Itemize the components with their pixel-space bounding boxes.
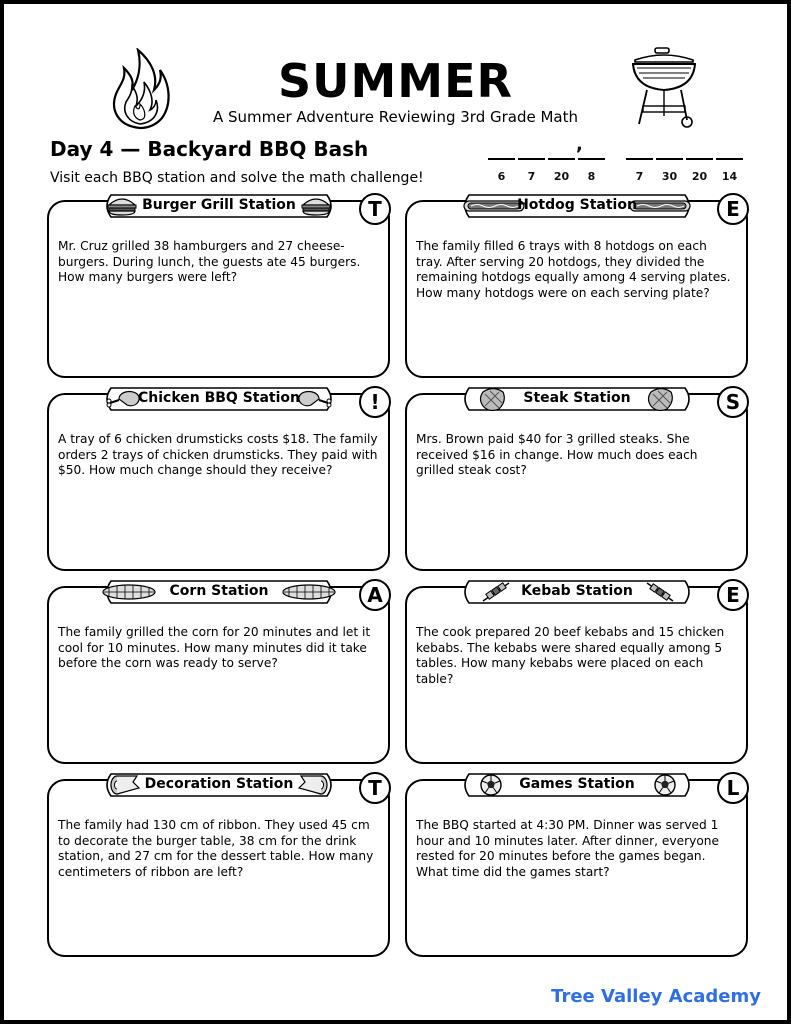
station-name: Burger Grill Station — [142, 197, 296, 213]
station-header — [459, 579, 695, 605]
station-card-kebab — [405, 583, 748, 764]
code-number: 7 — [527, 170, 536, 183]
word-problem: The family grilled the corn for 20 minutes and let it cool for 10 minutes. How many minutes did it take before the corn was ready to serve? — [58, 625, 371, 671]
secret-code-answer — [488, 134, 752, 188]
station-name: Steak Station — [523, 390, 631, 406]
station-name: Hotdog Station — [517, 197, 637, 213]
station-card-decoration — [47, 776, 390, 957]
word-problem: The BBQ started at 4:30 PM. Dinner was served 1 hour and 10 minutes later. After dinner, everyone rested for 20 minutes before the games began. What time did the games start? — [416, 818, 720, 879]
day-title: Day 4 — Backyard BBQ Bash — [50, 137, 369, 161]
code-number: 20 — [553, 170, 570, 183]
station-header — [459, 386, 695, 412]
code-comma: , — [576, 134, 583, 155]
page-title: SUMMER — [278, 54, 513, 108]
station-card-burger — [47, 197, 390, 378]
code-number: 8 — [587, 170, 596, 183]
station-card-corn — [47, 583, 390, 764]
code-number: 20 — [691, 170, 708, 183]
code-blank[interactable] — [488, 158, 515, 160]
code-letter: A — [359, 579, 391, 611]
code-letter: L — [717, 772, 749, 804]
instructions: Visit each BBQ station and solve the math challenge! — [50, 170, 424, 186]
code-letter: T — [359, 772, 391, 804]
station-name: Games Station — [519, 776, 635, 792]
code-letter: E — [717, 579, 749, 611]
word-problem: A tray of 6 chicken drumsticks costs $18. The family orders 2 trays of chicken drumsticks. They paid with $50. How much change should they receive? — [58, 432, 378, 478]
code-letter: S — [717, 386, 749, 418]
station-header — [459, 193, 695, 219]
page-subtitle: A Summer Adventure Reviewing 3rd Grade Math — [212, 108, 579, 126]
word-problem: Mr. Cruz grilled 38 hamburgers and 27 cheese-burgers. During lunch, the guests ate 45 burgers. How many burgers were left? — [58, 239, 361, 285]
code-number: 7 — [635, 170, 644, 183]
station-card-hotdog — [405, 197, 748, 378]
code-number: 6 — [497, 170, 506, 183]
code-letter: E — [717, 193, 749, 225]
code-blank[interactable] — [518, 158, 545, 160]
code-blank[interactable] — [548, 158, 575, 160]
station-header — [101, 386, 337, 412]
word-problem: The family had 130 cm of ribbon. They used 45 cm to decorate the burger table, 38 cm for the drink station, and 27 cm for the dessert table. How many centimeters of ribbon are left? — [58, 818, 374, 879]
code-blank[interactable] — [626, 158, 653, 160]
code-number: 14 — [721, 170, 738, 183]
station-header — [101, 772, 337, 798]
word-problem: Mrs. Brown paid $40 for 3 grilled steaks. She received $16 in change. How much does each grilled steak cost? — [416, 432, 698, 478]
word-problem: The cook prepared 20 beef kebabs and 15 chicken kebabs. The kebabs were shared equally among 5 tables. How many kebabs were placed on each table? — [416, 625, 725, 686]
code-blank[interactable] — [656, 158, 683, 160]
station-name: Kebab Station — [521, 583, 633, 599]
station-card-steak — [405, 390, 748, 571]
station-name: Chicken BBQ Station — [137, 390, 301, 406]
code-blank[interactable] — [686, 158, 713, 160]
code-number: 30 — [661, 170, 678, 183]
station-card-chicken — [47, 390, 390, 571]
station-name: Corn Station — [169, 583, 269, 599]
code-letter: T — [359, 193, 391, 225]
station-name: Decoration Station — [144, 776, 294, 792]
station-header — [101, 193, 337, 219]
brand-footer: Tree Valley Academy — [551, 986, 761, 1007]
word-problem: The family filled 6 trays with 8 hotdogs on each tray. After serving 20 hotdogs, they divided the remaining hotdogs equally among 4 serving plates. How many hotdogs were on each serving plate? — [416, 239, 731, 300]
code-letter: ! — [359, 386, 391, 418]
code-blank[interactable] — [578, 158, 605, 160]
station-header — [101, 579, 337, 605]
station-header — [459, 772, 695, 798]
code-blank[interactable] — [716, 158, 743, 160]
station-card-games — [405, 776, 748, 957]
